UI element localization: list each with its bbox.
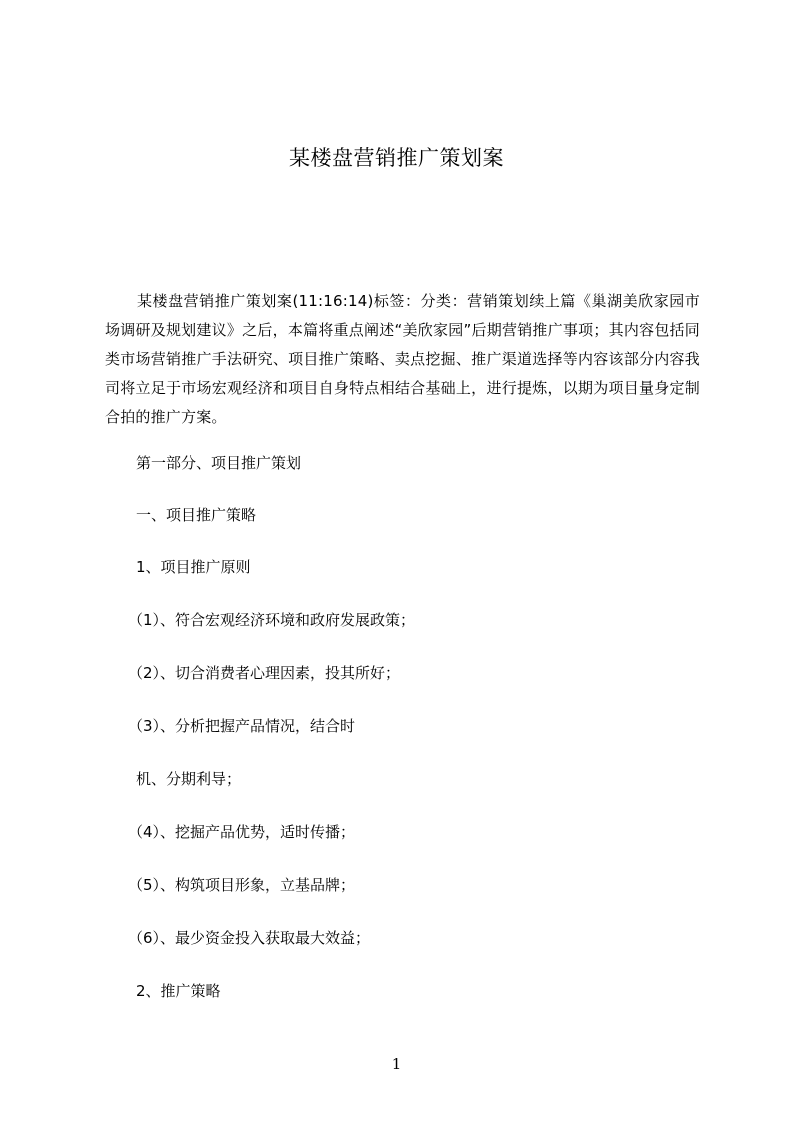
subsection-heading: 一、项目推广策略	[136, 506, 257, 524]
principles-heading: 1、项目推广原则	[136, 558, 251, 576]
principle-item: （5）、构筑项目形象，立基品牌；	[128, 876, 356, 894]
principle-item: （2）、切合消费者心理因素，投其所好；	[128, 664, 401, 682]
document-title: 某楼盘营销推广策划案	[289, 146, 504, 170]
principle-item: （3）、分析把握产品情况，结合时	[128, 717, 356, 735]
principle-item: （1）、符合宏观经济环境和政府发展政策；	[128, 611, 416, 629]
principle-item: （6）、最少资金投入获取最大效益；	[128, 929, 371, 947]
page-number: 1	[391, 1055, 402, 1073]
principle-item: （4）、挖掘产品优势，适时传播；	[128, 823, 356, 841]
principle-item-continued: 机、分期利导；	[136, 770, 242, 788]
intro-paragraph: 某楼盘营销推广策划案(11:16:14)标签：分类：营销策划续上篇《巢湖美欣家园市场调研及规划建议》之后，本篇将重点阐述“美欣家园”后期营销推广事项；其内容包括同类市场营销推广手法研究、项目推广策略、卖点挖掘、推广渠道选择等内容该部分内容我司将立足于市场宏观经济和项目自身特点相结合基础上，进行提炼，以期为项目量身定制合拍的推广方案。	[105, 292, 700, 426]
section-heading: 第一部分、项目推广策划	[136, 454, 302, 472]
strategy-heading: 2、推广策略	[136, 982, 221, 1000]
